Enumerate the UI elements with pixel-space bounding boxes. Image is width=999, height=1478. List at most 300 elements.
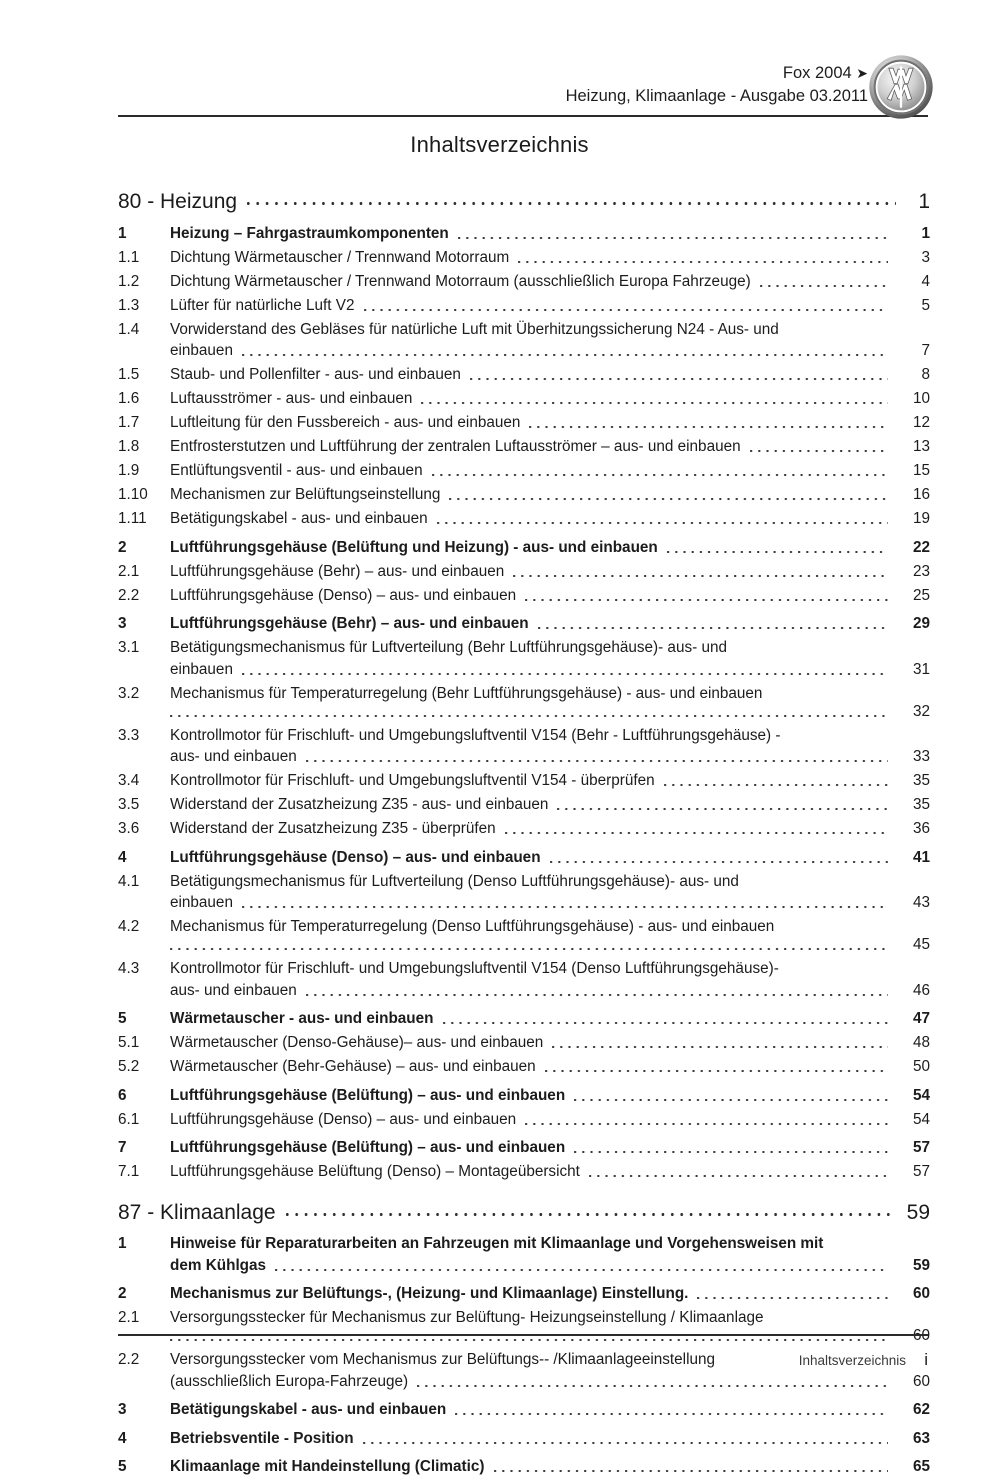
toc-entry-line	[170, 223, 888, 245]
page-footer	[118, 1350, 928, 1370]
right-arrow-icon: ➤	[856, 65, 868, 81]
toc-entry-line	[170, 847, 888, 869]
toc-entry-title-continued: einbauen	[170, 894, 233, 911]
toc-entry-body	[170, 295, 888, 317]
toc-entry-body	[170, 1109, 888, 1131]
toc-entry-body	[170, 1056, 888, 1078]
dot-leader	[417, 1374, 888, 1392]
toc-entry[interactable]	[118, 768, 930, 792]
toc-entry-number: 2.2	[118, 1351, 140, 1368]
toc-entry-title-continued: einbauen	[170, 342, 233, 359]
toc-entry-number: 7	[118, 1139, 127, 1156]
toc-entry-number: 1.10	[118, 486, 148, 503]
toc-entry-body	[170, 1233, 888, 1276]
vw-logo-icon	[868, 54, 934, 120]
toc-chapter-heading[interactable]	[118, 190, 930, 220]
toc-entry-page-number: 3	[921, 248, 930, 266]
dot-leader	[432, 464, 888, 482]
header-subtitle: Heizung, Klimaanlage - Ausgabe 03.2011	[565, 87, 868, 106]
toc-entry-number: 3.6	[118, 820, 140, 837]
toc-entry-line-continued	[170, 704, 888, 722]
toc-chapter-heading[interactable]	[118, 1201, 930, 1231]
dot-leader	[449, 488, 888, 506]
toc-entry-page-number: 63	[912, 1429, 930, 1447]
dot-leader	[363, 1431, 888, 1449]
toc-entry-line-continued	[170, 892, 888, 914]
toc-entry-page-number: 57	[912, 1139, 930, 1156]
dot-leader	[518, 250, 888, 268]
toc-entry[interactable]	[118, 362, 930, 386]
toc-entry-page-number: 60	[912, 1327, 930, 1344]
toc-entry-title-continued: dem Kühlgas	[170, 1256, 267, 1274]
toc-entry-body	[170, 223, 888, 245]
dot-leader	[574, 1141, 888, 1159]
toc-entry-title-continued: aus- und einbauen	[170, 981, 297, 999]
dot-leader	[242, 896, 888, 914]
footer-label: Inhaltsverzeichnis	[798, 1353, 906, 1368]
toc-entry-body	[170, 1307, 888, 1347]
toc-entry[interactable]	[118, 482, 930, 506]
toc-entry-number: 3.4	[118, 772, 140, 789]
toc-entry-page-number: 43	[912, 894, 930, 911]
toc-entry-title: Versorgungsstecker für Mechanismus zur Belüftung- Heizungseinstellung / Klimaanlage	[170, 1309, 764, 1326]
toc-entry-page-number: 15	[912, 462, 930, 479]
toc-entry[interactable]	[118, 220, 930, 244]
toc-entry-page-number: 5	[921, 296, 930, 314]
toc-entry[interactable]	[118, 1159, 930, 1183]
toc-entry-line	[170, 1161, 888, 1183]
toc-entry-title: Klimaanlage mit Handeinstellung (Climatic)	[170, 1458, 485, 1475]
toc-entry-body	[170, 958, 888, 1001]
toc-entry-line	[170, 871, 888, 893]
dot-leader	[529, 416, 888, 434]
dot-leader	[538, 617, 888, 635]
toc-entry-title: Mechanismus für Temperaturregelung (Behr Luftführungsgehäuse) - aus- und einbauen	[170, 684, 763, 702]
toc-entry-body	[170, 436, 888, 458]
toc-entry-number: 1.2	[118, 272, 140, 290]
toc-entry-body	[170, 847, 888, 869]
toc-entry[interactable]	[118, 244, 930, 268]
toc-entry-body	[170, 508, 888, 530]
toc-entry-line	[170, 484, 888, 506]
toc-entry[interactable]	[118, 816, 930, 840]
table-of-contents	[118, 190, 930, 1478]
toc-chapter	[118, 190, 930, 1183]
toc-entry-body	[170, 319, 888, 362]
toc-entry-body	[170, 770, 888, 792]
toc-entry-title: Wärmetauscher (Behr-Gehäuse) – aus- und einbauen	[170, 1058, 536, 1075]
toc-entry-line	[170, 319, 888, 341]
toc-entry[interactable]	[118, 316, 930, 362]
toc-entry-title: Betätigungsmechanismus für Luftverteilung (Denso Luftführungsgehäuse)- aus- und	[170, 872, 739, 890]
toc-entry[interactable]	[118, 1276, 930, 1305]
toc-entry[interactable]	[118, 722, 930, 768]
toc-entry-title: Heizung – Fahrgastraumkomponenten	[170, 224, 449, 242]
toc-entry-page-number: 41	[912, 848, 930, 866]
toc-entry-title: Luftführungsgehäuse (Denso) – aus- und einbauen	[170, 848, 541, 866]
toc-entry-line	[170, 683, 888, 705]
toc-entry-number: 5.1	[118, 1034, 140, 1051]
toc-entry[interactable]	[118, 1231, 930, 1277]
toc-entry-title: Vorwiderstand des Gebläses für natürliche Luft mit Überhitzungssicherung N24 - Aus- und	[170, 320, 779, 338]
toc-entry-title: Luftführungsgehäuse (Belüftung) – aus- und einbauen	[170, 1086, 566, 1104]
toc-entry-title: Entfrosterstutzen und Luftführung der zentralen Luftausströmer – aus- und einbauen	[170, 438, 741, 455]
toc-entry-number: 2	[118, 1285, 127, 1302]
toc-entry-number: 2.2	[118, 586, 140, 604]
toc-entry-number: 5	[118, 1010, 127, 1027]
toc-entry[interactable]	[118, 506, 930, 530]
toc-entry-page-number: 60	[912, 1372, 930, 1390]
toc-chapter	[118, 1201, 930, 1478]
toc-entry[interactable]	[118, 792, 930, 816]
toc-entry-line	[170, 1283, 888, 1305]
toc-entry-number: 2	[118, 538, 127, 556]
toc-entry-page-number: 50	[912, 1058, 930, 1075]
toc-entry-line	[170, 436, 888, 458]
toc-entry-page-number: 29	[912, 615, 930, 632]
toc-entry-body	[170, 388, 888, 410]
dot-leader	[505, 822, 888, 840]
toc-entry-page-number: 62	[912, 1401, 930, 1418]
dot-leader	[550, 850, 888, 868]
dot-leader	[170, 938, 888, 956]
toc-entry-number: 5.2	[118, 1058, 140, 1075]
toc-entry-title: Kontrollmotor für Frischluft- und Umgebungsluftventil V154 (Behr - Luftführungsgehäuse) -	[170, 726, 781, 744]
toc-entry-page-number: 59	[912, 1256, 930, 1274]
toc-entry-number: 1.7	[118, 414, 140, 431]
toc-entry-line	[170, 271, 888, 293]
toc-entry-title: Wärmetauscher (Denso-Gehäuse)– aus- und einbauen	[170, 1034, 544, 1051]
toc-entry[interactable]	[118, 1449, 930, 1478]
dot-leader	[170, 704, 888, 722]
dot-leader	[242, 344, 888, 362]
toc-entry-line	[170, 364, 888, 386]
toc-entry-number: 1	[118, 224, 127, 242]
toc-entry-title: Luftführungsgehäuse (Denso) – aus- und einbauen	[170, 1110, 517, 1128]
toc-entry[interactable]	[118, 292, 930, 316]
toc-entry-number: 6.1	[118, 1110, 140, 1128]
toc-entry-number: 1.3	[118, 296, 140, 314]
toc-entry-title: Lüfter für natürliche Luft V2	[170, 296, 355, 314]
toc-entry[interactable]	[118, 680, 930, 722]
dot-leader	[513, 564, 888, 582]
toc-entry-number: 5	[118, 1458, 127, 1475]
toc-entry-title: Luftführungsgehäuse (Behr) – aus- und einbauen	[170, 615, 529, 632]
toc-entry-title: Betätigungsmechanismus für Luftverteilung (Behr Luftführungsgehäuse)- aus- und	[170, 639, 727, 656]
dot-leader	[455, 1403, 888, 1421]
toc-entry-body	[170, 1161, 888, 1183]
toc-entry-line	[170, 1032, 888, 1054]
toc-entry-page-number: 65	[912, 1458, 930, 1475]
toc-entry-page-number: 4	[921, 272, 930, 290]
toc-entry-line	[170, 295, 888, 317]
toc-entry-line-continued	[170, 1371, 888, 1393]
toc-entry-number: 1.4	[118, 320, 140, 338]
toc-entry-body	[170, 1008, 888, 1030]
toc-entry[interactable]	[118, 268, 930, 292]
toc-entry-title: Mechanismen zur Belüftungseinstellung	[170, 486, 441, 503]
toc-entry-line	[170, 537, 888, 559]
toc-entry-body	[170, 1399, 888, 1421]
toc-entry-line	[170, 412, 888, 434]
dot-leader	[667, 540, 888, 558]
dot-leader	[574, 1088, 888, 1106]
toc-entry[interactable]	[118, 1305, 930, 1347]
dot-leader	[552, 1036, 888, 1054]
dot-leader	[306, 750, 888, 768]
toc-entry-line	[170, 1085, 888, 1107]
toc-entry-body	[170, 537, 888, 559]
dot-leader	[306, 983, 888, 1001]
toc-entry[interactable]	[118, 558, 930, 582]
dot-leader	[697, 1287, 888, 1305]
toc-entry-page-number: 32	[912, 702, 930, 720]
toc-entry[interactable]	[118, 840, 930, 869]
toc-entry-line	[170, 818, 888, 840]
toc-entry-page-number: 22	[912, 538, 930, 556]
toc-entry-line-continued	[170, 659, 888, 681]
toc-entry[interactable]	[118, 606, 930, 635]
toc-entry-body	[170, 271, 888, 293]
dot-leader	[470, 368, 888, 386]
toc-entry[interactable]	[118, 386, 930, 410]
toc-chapter-title: 80 - Heizung	[118, 190, 238, 213]
toc-entry-page-number: 23	[912, 562, 930, 580]
toc-entry-number: 3.2	[118, 684, 140, 702]
toc-entry-page-number: 8	[921, 366, 930, 383]
toc-entry-page-number: 57	[912, 1163, 930, 1180]
toc-entry-title: Versorgungsstecker vom Mechanismus zur Belüftungs-- /Klimaanlageeinstellung	[170, 1351, 716, 1368]
toc-entry-line	[170, 613, 888, 635]
toc-entry-title-continued: einbauen	[170, 660, 233, 678]
toc-entry-body	[170, 247, 888, 269]
toc-entry-number: 1.1	[118, 248, 140, 266]
toc-entry-number: 1.9	[118, 462, 140, 479]
dot-leader	[421, 392, 888, 410]
toc-entry-page-number: 25	[912, 586, 930, 604]
toc-entry-body	[170, 1428, 888, 1450]
toc-entry-line	[170, 637, 888, 659]
page-header	[118, 62, 928, 109]
toc-entry-title: Wärmetauscher - aus- und einbauen	[170, 1010, 434, 1027]
toc-entry-body	[170, 683, 888, 723]
toc-entry-page-number: 35	[912, 796, 930, 813]
toc-entry[interactable]	[118, 956, 930, 1002]
toc-entry-line-continued	[170, 980, 888, 1002]
toc-entry-number: 1	[118, 1235, 127, 1252]
dot-leader	[170, 1329, 888, 1347]
toc-entry[interactable]	[118, 434, 930, 458]
toc-entry-title: Luftführungsgehäuse (Denso) – aus- und einbauen	[170, 586, 517, 604]
dot-leader	[525, 1112, 888, 1130]
toc-entry-line	[170, 388, 888, 410]
toc-entry-line	[170, 1056, 888, 1078]
toc-entry-line-continued	[170, 1255, 888, 1277]
dot-leader	[437, 512, 888, 530]
toc-entry-title: Luftführungsgehäuse (Behr) – aus- und einbauen	[170, 562, 505, 580]
toc-entry-title: Widerstand der Zusatzheizung Z35 - überprüfen	[170, 820, 496, 837]
toc-entry-body	[170, 460, 888, 482]
toc-entry-number: 4	[118, 1429, 127, 1447]
toc-entry[interactable]	[118, 582, 930, 606]
dot-leader	[760, 274, 888, 292]
toc-entry-body	[170, 484, 888, 506]
dot-leader	[664, 774, 888, 792]
toc-entry-title: Mechanismus zur Belüftungs-, (Heizung- und Klimaanlage) Einstellung.	[170, 1285, 689, 1302]
header-model: Fox 2004	[782, 64, 852, 82]
toc-entry-number: 3.3	[118, 726, 140, 744]
toc-entry-page-number: 36	[912, 820, 930, 837]
toc-entry-title: Luftführungsgehäuse Belüftung (Denso) – Montageübersicht	[170, 1163, 580, 1180]
toc-entry[interactable]	[118, 914, 930, 956]
toc-entry-page-number: 19	[912, 510, 930, 527]
toc-entry-number: 4	[118, 848, 127, 866]
dot-leader	[275, 1258, 888, 1276]
toc-entry-line	[170, 916, 888, 938]
toc-entry-title: Kontrollmotor für Frischluft- und Umgebungsluftventil V154 (Denso Luftführungsgehäuse)-	[170, 960, 779, 977]
toc-entry-line	[170, 561, 888, 583]
dot-leader	[247, 190, 896, 211]
toc-entry-number: 1.11	[118, 510, 147, 527]
toc-entry-number: 1.5	[118, 366, 140, 383]
toc-entry-line	[170, 1428, 888, 1450]
toc-entry[interactable]	[118, 530, 930, 559]
footer-page-number: i	[924, 1350, 928, 1369]
toc-entry[interactable]	[118, 1106, 930, 1130]
toc-entry[interactable]	[118, 1130, 930, 1159]
toc-entry-page-number: 54	[912, 1110, 930, 1128]
toc-entry-body	[170, 613, 888, 635]
dot-leader	[589, 1165, 888, 1183]
toc-chapter-page-number: 1	[918, 190, 930, 213]
toc-entry-line	[170, 1399, 888, 1421]
toc-entry-body	[170, 1456, 888, 1478]
toc-entry-line	[170, 247, 888, 269]
toc-chapter-title: 87 - Klimaanlage	[118, 1200, 276, 1224]
toc-entry-line	[170, 794, 888, 816]
toc-entry-body	[170, 725, 888, 768]
toc-entry-page-number: 1	[921, 224, 930, 242]
toc-entry[interactable]	[118, 1078, 930, 1107]
toc-entry-title: Luftausströmer - aus- und einbauen	[170, 390, 413, 407]
toc-entry-body	[170, 561, 888, 583]
toc-entry-line	[170, 460, 888, 482]
toc-entry-title: Luftführungsgehäuse (Belüftung und Heizung) - aus- und einbauen	[170, 538, 658, 556]
toc-entry-body	[170, 818, 888, 840]
toc-entry-number: 3.5	[118, 796, 140, 813]
toc-entry-page-number: 47	[912, 1010, 930, 1027]
toc-entry[interactable]	[118, 868, 930, 914]
toc-entry[interactable]	[118, 1001, 930, 1030]
toc-entry-title: Betätigungskabel - aus- und einbauen	[170, 1401, 447, 1418]
toc-entry-title: Entlüftungsventil - aus- und einbauen	[170, 462, 423, 479]
toc-entry[interactable]	[118, 1054, 930, 1078]
toc-entry-line-continued	[170, 340, 888, 362]
toc-entry-title: Widerstand der Zusatzheizung Z35 - aus- und einbauen	[170, 796, 549, 813]
toc-entry-line	[170, 1008, 888, 1030]
toc-entry-number: 3	[118, 615, 127, 632]
dot-leader	[750, 440, 888, 458]
toc-entry-line	[170, 1109, 888, 1131]
toc-entry-page-number: 33	[912, 748, 930, 765]
toc-entry-number: 3	[118, 1401, 127, 1418]
dot-leader	[242, 662, 888, 680]
toc-entry-page-number: 48	[912, 1034, 930, 1051]
footer-divider	[118, 1334, 928, 1336]
toc-entry-body	[170, 1137, 888, 1159]
toc-entry-number: 1.6	[118, 390, 140, 407]
toc-entry-page-number: 35	[912, 772, 930, 789]
toc-entry-title: Luftführungsgehäuse (Belüftung) – aus- und einbauen	[170, 1139, 566, 1156]
toc-entry-line	[170, 1233, 888, 1255]
toc-entry-title: Staub- und Pollenfilter - aus- und einbauen	[170, 366, 461, 383]
toc-entry-line-continued	[170, 746, 888, 768]
toc-entry-title: Dichtung Wärmetauscher / Trennwand Motorraum (ausschließlich Europa Fahrzeuge)	[170, 272, 751, 290]
toc-entry-title: Hinweise für Reparaturarbeiten an Fahrzeugen mit Klimaanlage und Vorgehensweisen mit	[170, 1235, 824, 1252]
page-title: Inhaltsverzeichnis	[410, 132, 589, 157]
toc-entry-line	[170, 1456, 888, 1478]
dot-leader	[545, 1060, 888, 1078]
toc-entry-line	[170, 1137, 888, 1159]
toc-entry[interactable]	[118, 635, 930, 681]
toc-entry-number: 2.1	[118, 562, 140, 580]
dot-leader	[286, 1201, 896, 1222]
toc-entry-title: Betriebsventile - Position	[170, 1429, 354, 1447]
toc-entry-body	[170, 871, 888, 914]
toc-entry-page-number: 10	[912, 390, 930, 407]
toc-entry-line	[170, 585, 888, 607]
toc-entry[interactable]	[118, 1392, 930, 1421]
toc-entry-body	[170, 1283, 888, 1305]
toc-entry-line	[170, 725, 888, 747]
dot-leader	[557, 798, 888, 816]
toc-entry-title: Luftleitung für den Fussbereich - aus- und einbauen	[170, 414, 521, 431]
dot-leader	[364, 298, 888, 316]
toc-entry-title-continued: (ausschließlich Europa-Fahrzeuge)	[170, 1372, 409, 1390]
toc-entry-page-number: 31	[912, 660, 930, 678]
dot-leader	[525, 588, 888, 606]
toc-entry-title: Dichtung Wärmetauscher / Trennwand Motorraum	[170, 248, 510, 266]
toc-entry-body	[170, 794, 888, 816]
toc-entry[interactable]	[118, 410, 930, 434]
toc-entry[interactable]	[118, 458, 930, 482]
header-model-line	[118, 62, 868, 85]
dot-leader	[458, 226, 888, 244]
toc-entry-body	[170, 364, 888, 386]
header-divider	[118, 115, 928, 117]
toc-entry-body	[170, 585, 888, 607]
toc-entry[interactable]	[118, 1421, 930, 1450]
toc-entry-page-number: 16	[912, 486, 930, 503]
toc-entry-number: 4.1	[118, 872, 140, 890]
toc-entry-body	[170, 637, 888, 680]
toc-entry-number: 4.3	[118, 960, 140, 977]
header-text-block	[118, 62, 928, 109]
toc-entry-title-continued: aus- und einbauen	[170, 748, 297, 765]
toc-entry[interactable]	[118, 1030, 930, 1054]
dot-leader	[494, 1460, 889, 1478]
toc-entry-number: 7.1	[118, 1163, 140, 1180]
toc-entry-line	[170, 508, 888, 530]
toc-entry-page-number: 12	[912, 414, 930, 431]
toc-entry-line-continued	[170, 938, 888, 956]
toc-entry-page-number: 54	[912, 1086, 930, 1104]
toc-entry-line-continued	[170, 1329, 888, 1347]
toc-entry-number: 2.1	[118, 1309, 140, 1326]
toc-entry-number: 1.8	[118, 438, 140, 455]
toc-entry-title: Mechanismus für Temperaturregelung (Denso Luftführungsgehäuse) - aus- und einbauen	[170, 918, 775, 935]
toc-entry-number: 3.1	[118, 639, 140, 656]
